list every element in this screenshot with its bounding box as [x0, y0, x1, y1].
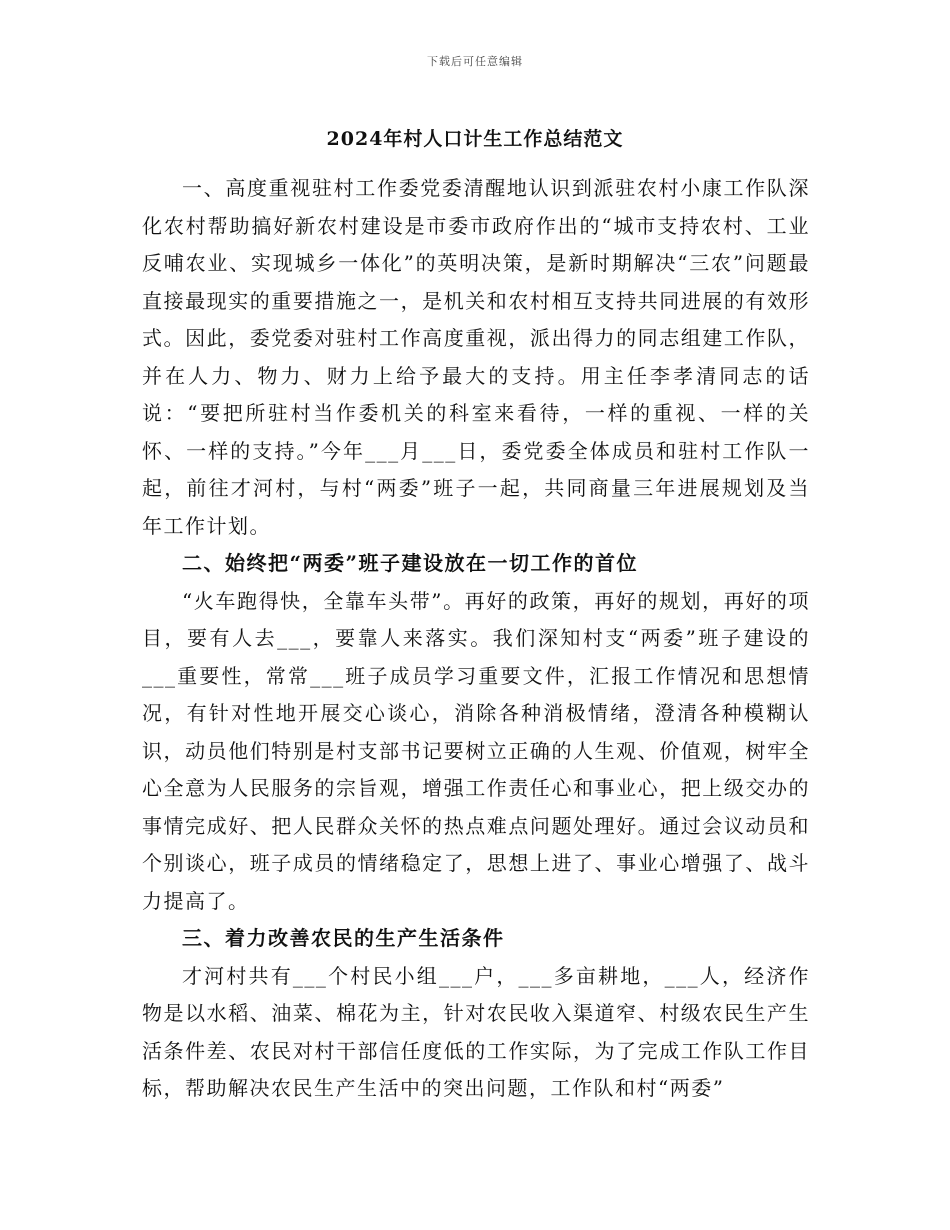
paragraph-1: 一、高度重视驻村工作委党委清醒地认识到派驻农村小康工作队深化农村帮助搞好新农村建设是市委市政府作出的“城市支持农村、工业反哺农业、实现城乡一体化”的英明决策，是新时期解决“三农”问题最直接最现实的重要措施之一，是机关和农村相互支持共同进展的有效形式。因此，委党委对驻村工作高度重视，派出得力的同志组建工作队，并在人力、物力、财力上给予最大的支持。用主任李孝清同志的话说：“要把所驻村当作委机关的科室来看待，一样的重视、一样的关怀、一样的支持。”今年___月___日，委党委全体成员和驻村工作队一起，前往才河村，与村“两委”班子一起，共同商量三年进展规划及当年工作计划。 [142, 176, 810, 538]
section-heading-3: 三、着力改善农民的生产生活条件 [182, 926, 505, 950]
document-title: 2024年村人口计生工作总结范文 [326, 128, 624, 150]
document-body [142, 170, 810, 1108]
paragraph-3: 才河村共有___个村民小组___户，___多亩耕地，___人，经济作物是以水稻、油菜、棉花为主，针对农民收入渠道窄、村级农民生产生活条件差、农民对村干部信任度低的工作实际，为了完成工作队工作目标，帮助解决农民生产生活中的突出问题，工作队和村“两委” [142, 963, 810, 1100]
paragraph-2: “火车跑得快，全靠车头带”。再好的政策，再好的规划，再好的项目，要有人去___，要靠人来落实。我们深知村支“两委”班子建设的___重要性，常常___班子成员学习重要文件，汇报工作情况和思想情况，有针对性地开展交心谈心，消除各种消极情绪，澄清各种模糊认识，动员他们特别是村支部书记要树立正确的人生观、价值观，树牢全心全意为人民服务的宗旨观，增强工作责任心和事业心，把上级交办的事情完成好、把人民群众关怀的热点难点问题处理好。通过会议动员和个别谈心，班子成员的情绪稳定了，思想上进了、事业心增强了、战斗力提高了。 [142, 588, 810, 913]
header-note: 下载后可任意编辑 [427, 55, 523, 68]
section-heading-2: 二、始终把“两委”班子建设放在一切工作的首位 [182, 551, 639, 575]
